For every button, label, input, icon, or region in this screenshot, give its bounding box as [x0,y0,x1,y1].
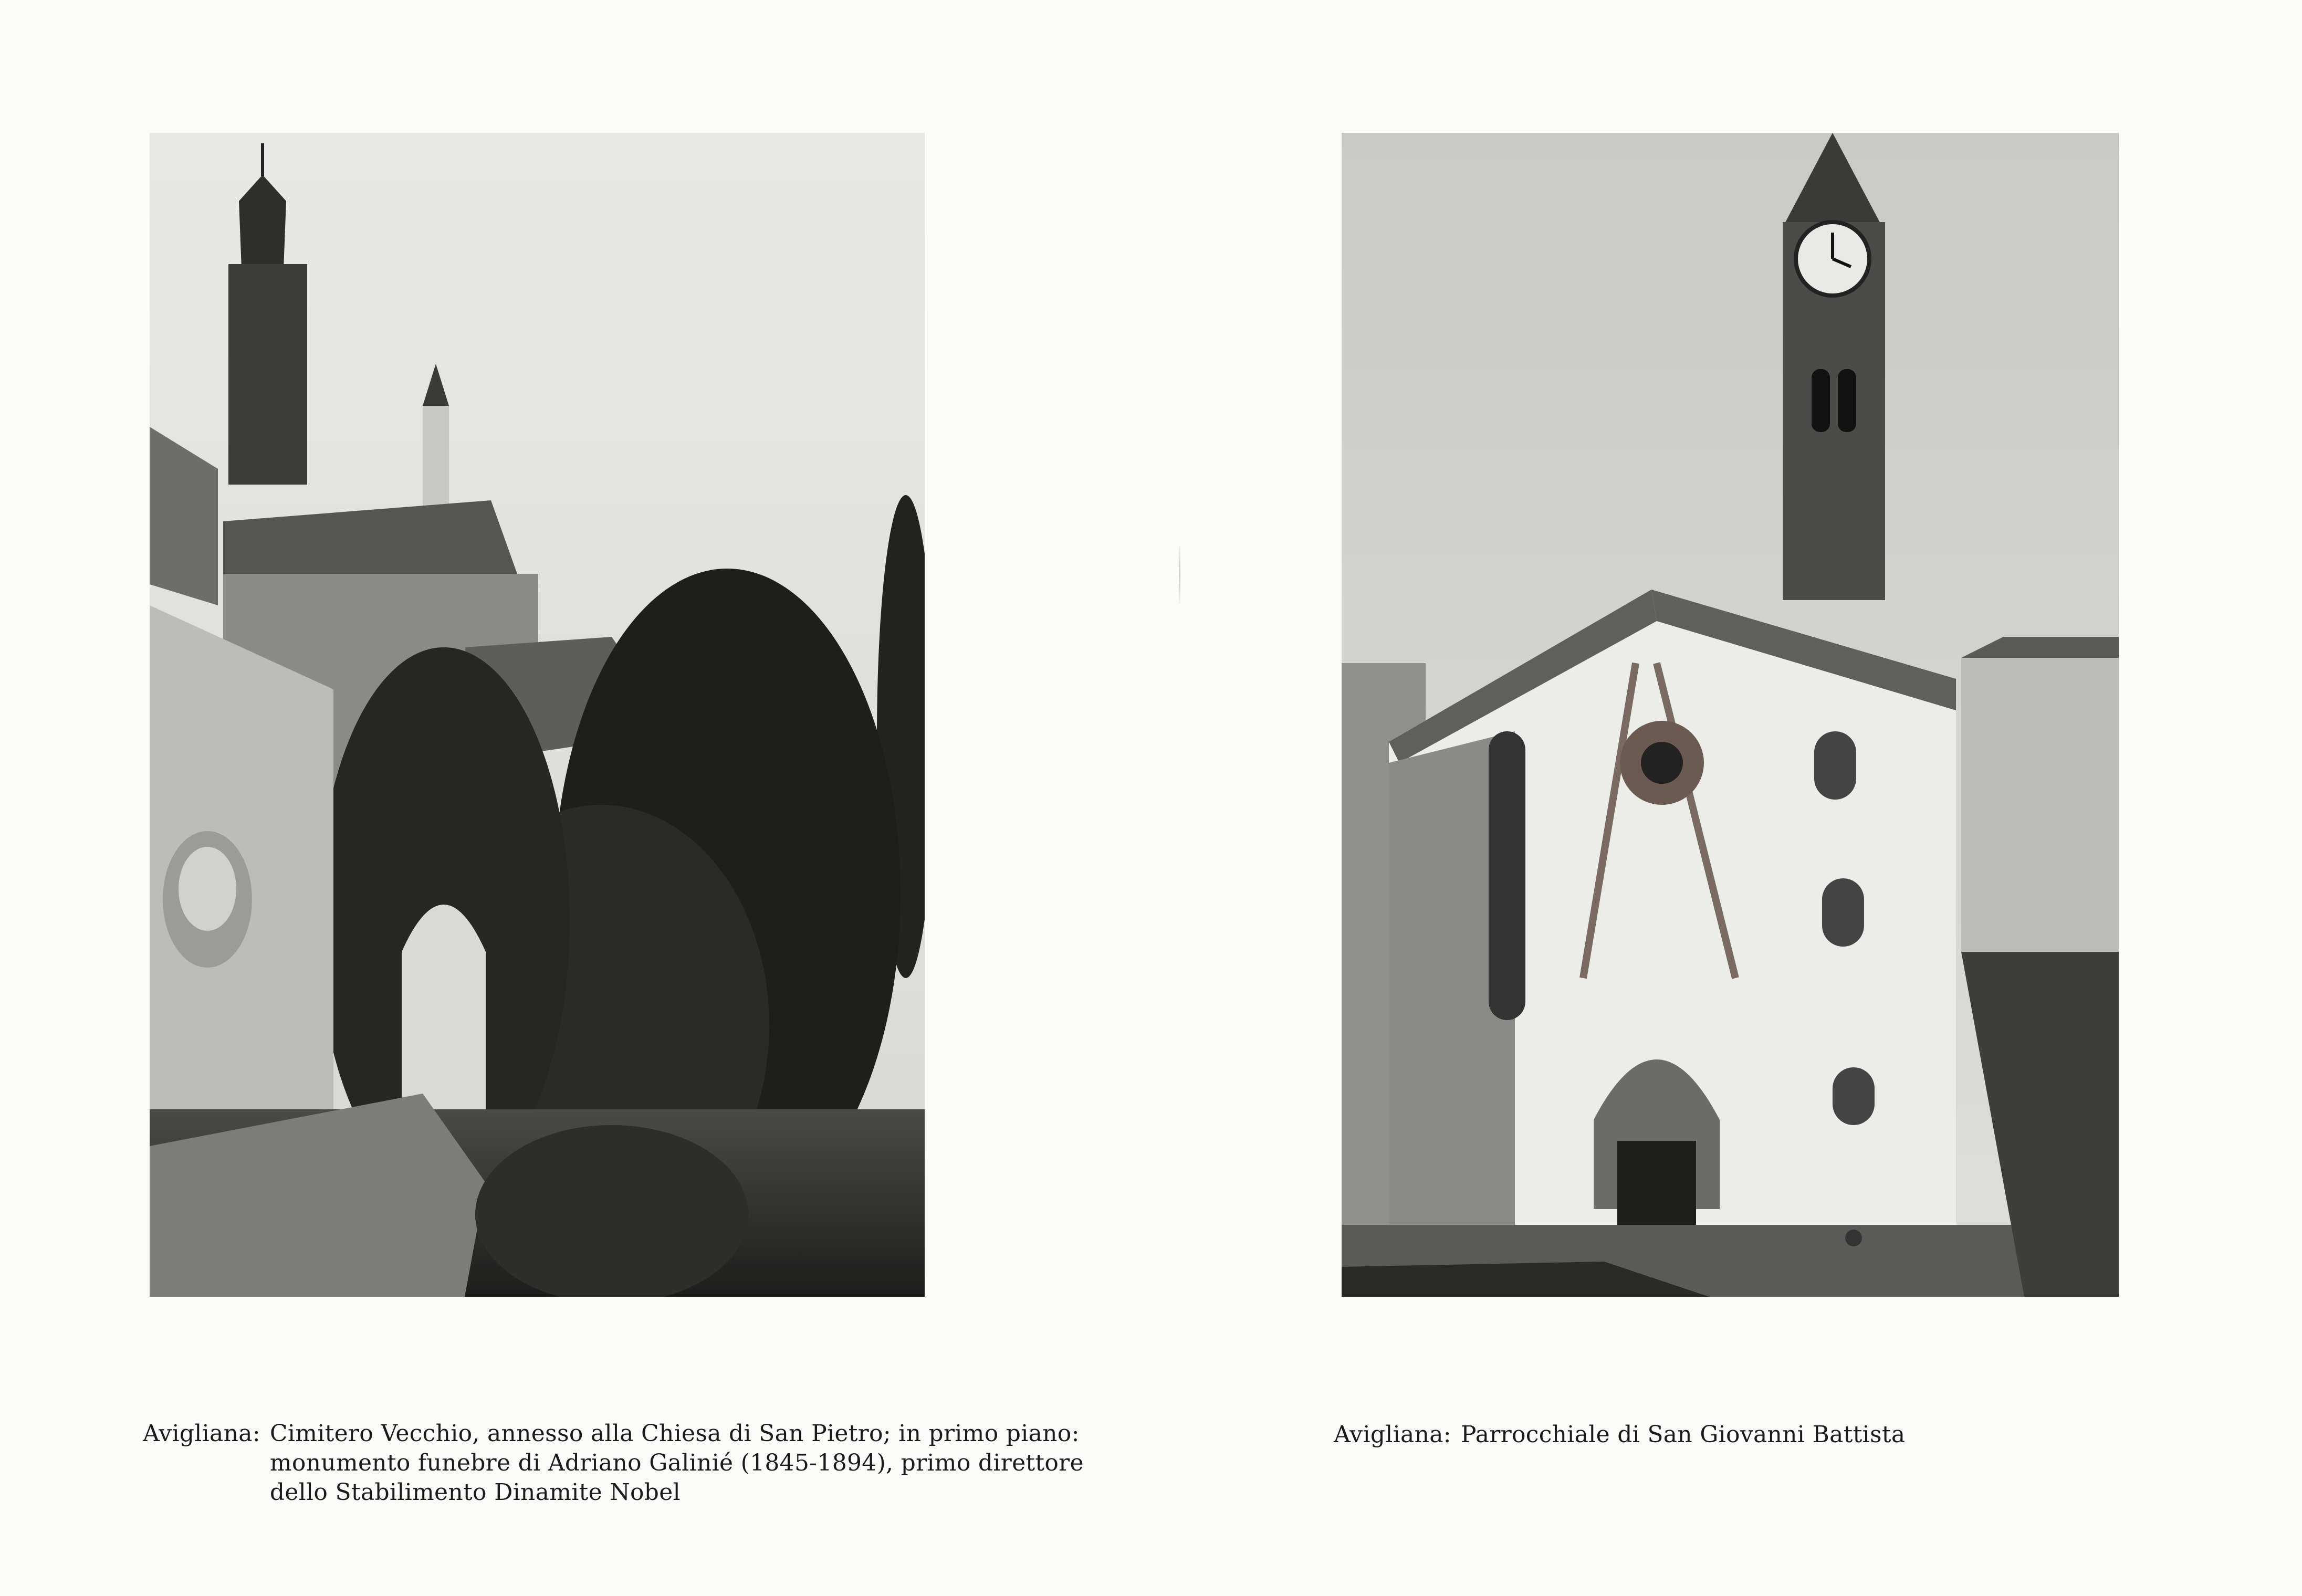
caption-line: Parrocchiale di San Giovanni Battista [1460,1421,1906,1448]
photo-parrocchiale [1342,133,2119,1297]
page-gutter [1179,546,1180,604]
caption-line: Cimitero Vecchio, annesso alla Chiesa di San Pietro; in primo piano: [269,1420,1080,1447]
caption-right [1334,1420,1905,1450]
caption-place: Avigliana: [143,1420,260,1447]
caption-line: monumento funebre di Adriano Galinié (1845-1894), primo direttore [269,1450,1084,1476]
caption-line: dello Stabilimento Dinamite Nobel [269,1479,681,1506]
caption-place: Avigliana: [1334,1421,1451,1448]
cemetery-photograph [150,133,925,1297]
church-photograph [1342,133,2119,1297]
caption-text [1461,1420,1906,1450]
caption-text [270,1419,1084,1507]
caption-left [143,1419,1084,1507]
photo-cimitero-vecchio [150,133,925,1297]
